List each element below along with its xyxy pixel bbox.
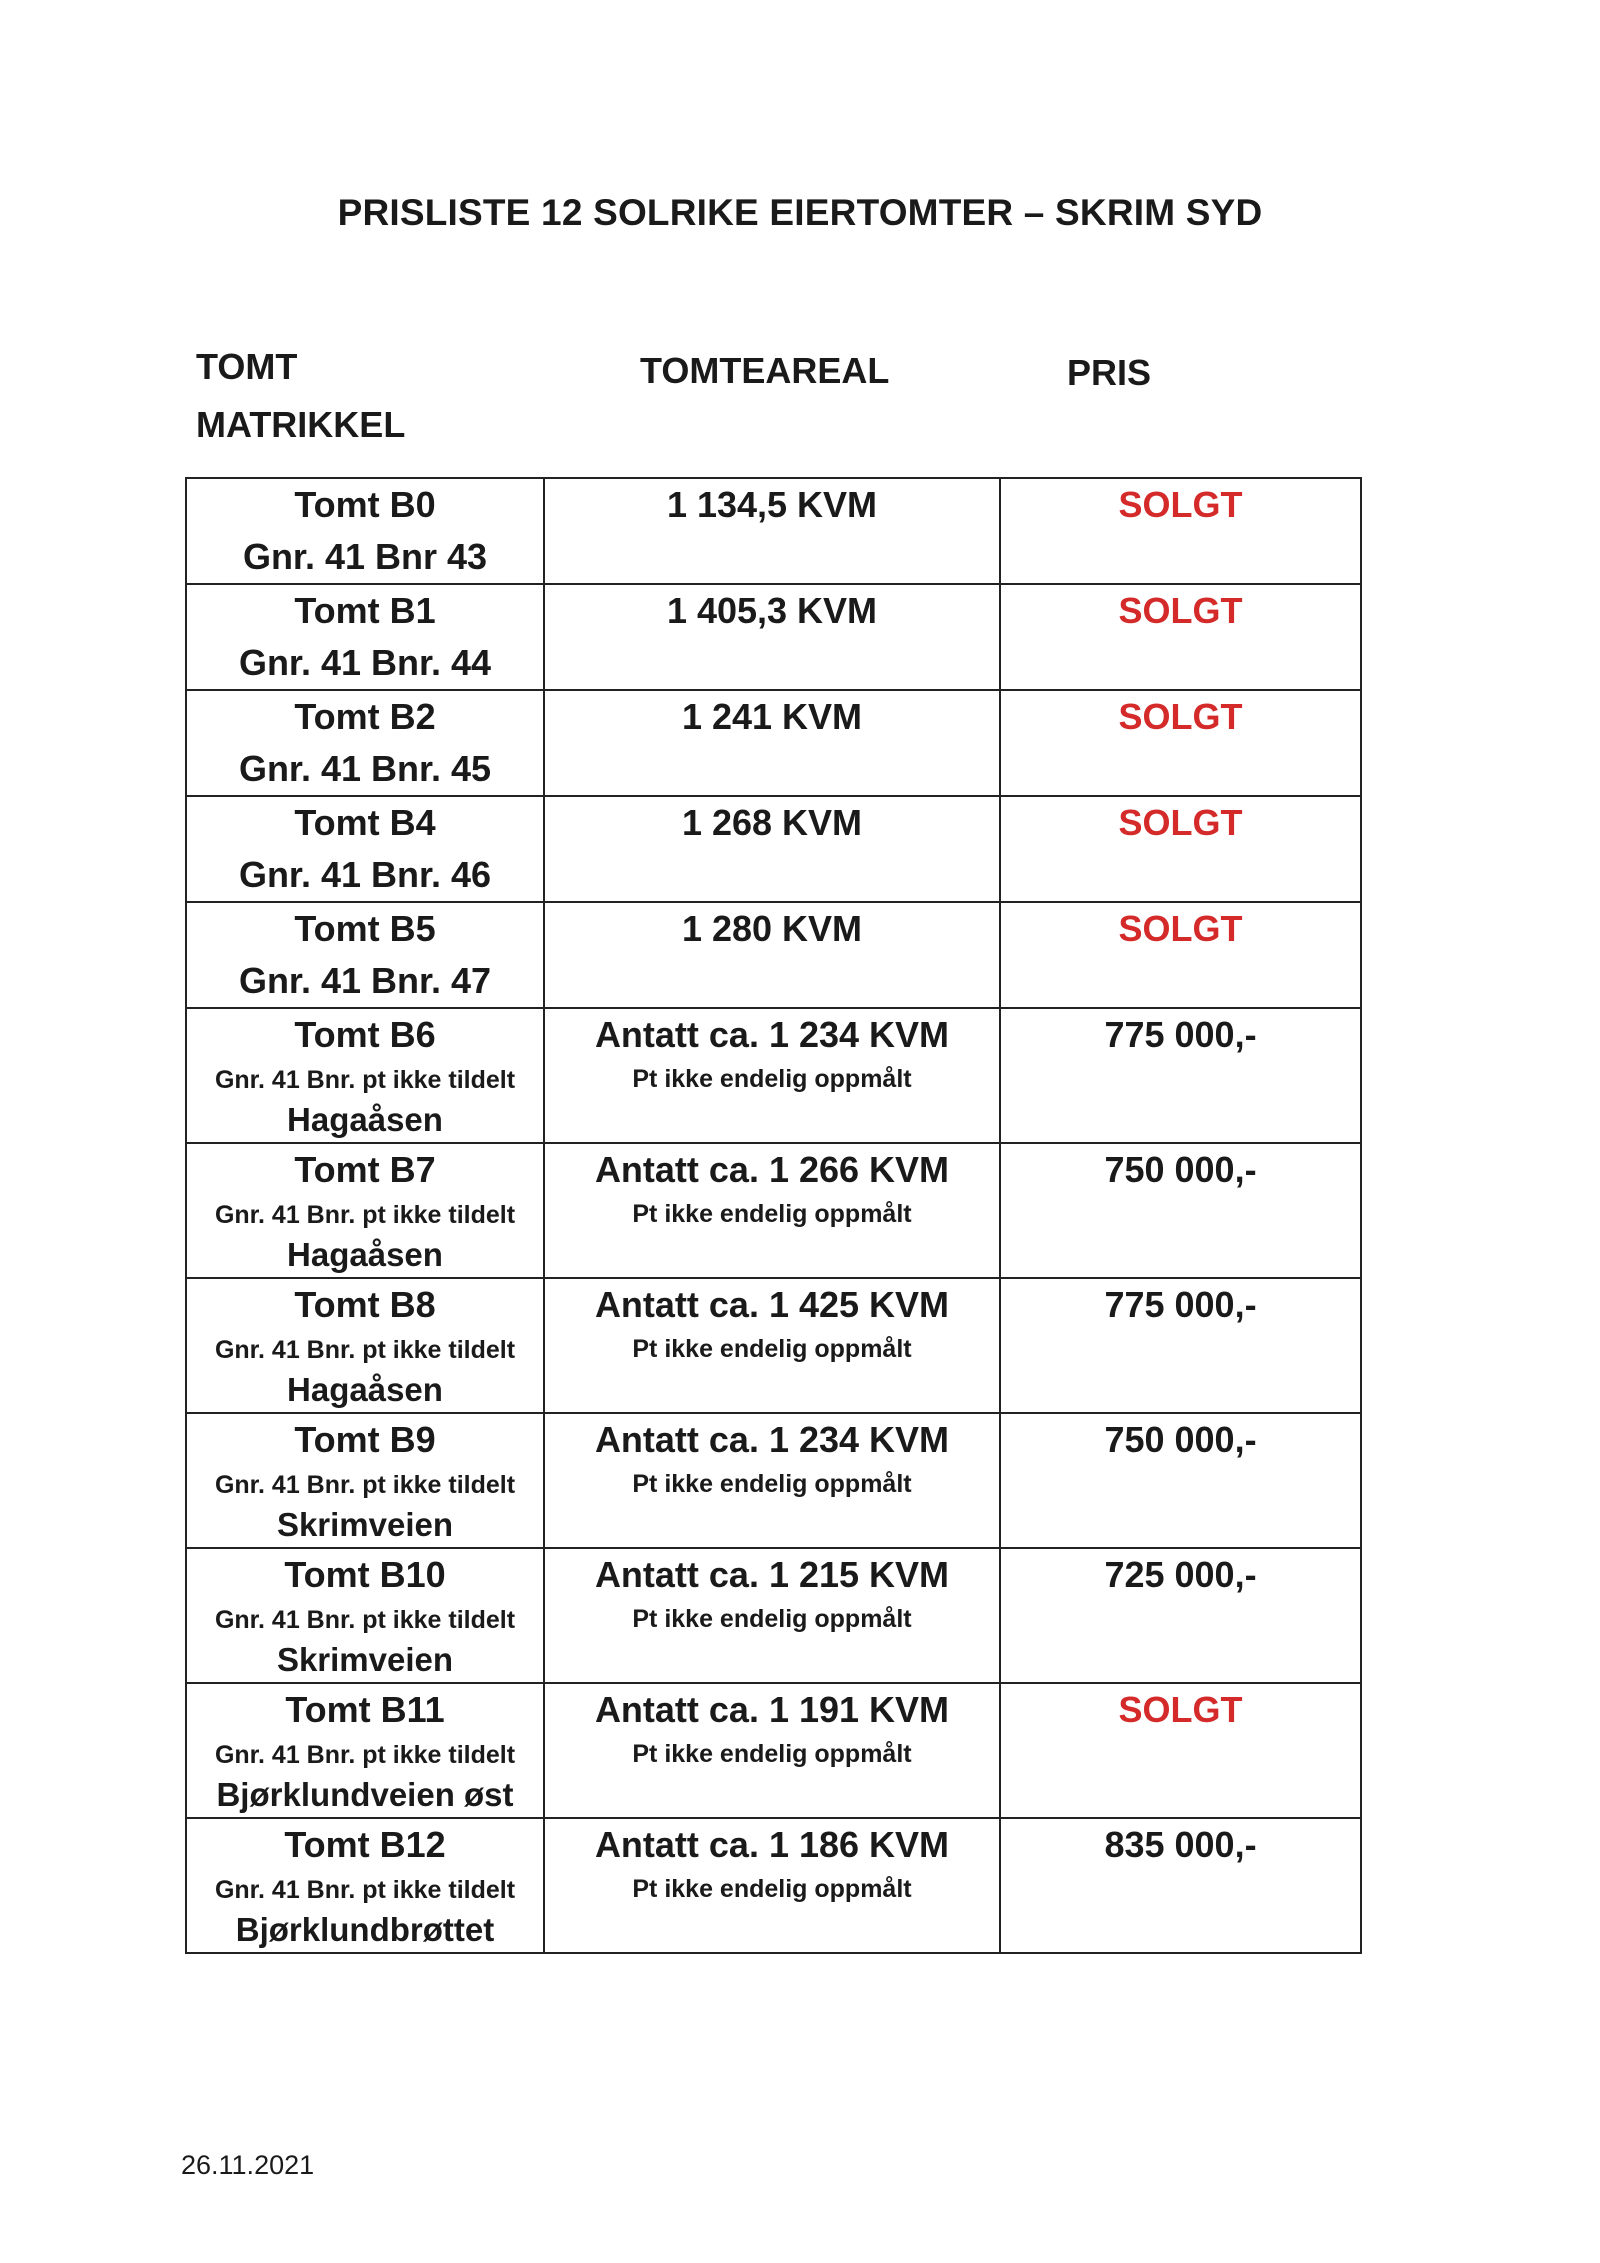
table-row (186, 1008, 1361, 1143)
price-cell (1000, 584, 1361, 690)
table-row (186, 690, 1361, 796)
price-cell (1000, 1278, 1361, 1413)
lot-area: Antatt ca. 1 234 KVM (594, 1419, 950, 1460)
area-cell (544, 478, 1000, 584)
area-cell (544, 1008, 1000, 1143)
area-cell (544, 1278, 1000, 1413)
price-cell (1000, 690, 1361, 796)
lot-area: 1 405,3 KVM (666, 590, 878, 631)
header-lot-line1: TOMT (196, 346, 298, 387)
lot-cell (186, 1008, 544, 1143)
lot-price: 750 000,- (1104, 1149, 1257, 1190)
lot-name: Tomt B9 (294, 1419, 436, 1460)
lot-location: Skrimveien (276, 1641, 454, 1678)
document-date: 26.11.2021 (181, 2150, 315, 2180)
lot-name: Tomt B12 (284, 1824, 446, 1865)
table-row (186, 1683, 1361, 1818)
lot-price: 835 000,- (1104, 1824, 1257, 1865)
lot-cadastre: Gnr. 41 Bnr 43 (242, 536, 488, 577)
table-row (186, 1413, 1361, 1548)
table-row (186, 1278, 1361, 1413)
sold-label: SOLGT (1118, 484, 1243, 525)
lot-price: 750 000,- (1104, 1419, 1257, 1460)
sold-label: SOLGT (1118, 590, 1243, 631)
lot-cell (186, 1413, 544, 1548)
area-cell (544, 796, 1000, 902)
lot-area: 1 241 KVM (681, 696, 863, 737)
lot-cell (186, 1278, 544, 1413)
price-cell (1000, 902, 1361, 1008)
area-cell (544, 584, 1000, 690)
lot-cell (186, 1143, 544, 1278)
lot-price: 775 000,- (1104, 1014, 1257, 1055)
price-cell (1000, 796, 1361, 902)
lot-cadastre: Gnr. 41 Bnr. pt ikke tildelt (214, 1201, 516, 1229)
lot-area-note: Pt ikke endelig oppmålt (632, 1605, 912, 1633)
area-cell (544, 1818, 1000, 1953)
lot-area: Antatt ca. 1 191 KVM (594, 1689, 950, 1730)
lot-cadastre: Gnr. 41 Bnr. pt ikke tildelt (214, 1606, 516, 1634)
lot-name: Tomt B11 (285, 1689, 445, 1730)
price-table (185, 477, 1362, 1954)
price-cell (1000, 1413, 1361, 1548)
table-row (186, 902, 1361, 1008)
area-cell (544, 1548, 1000, 1683)
page-title: PRISLISTE 12 SOLRIKE EIERTOMTER – SKRIM SYD (337, 192, 1263, 233)
sold-label: SOLGT (1118, 696, 1243, 737)
area-cell (544, 1683, 1000, 1818)
price-cell (1000, 1818, 1361, 1953)
table-row (186, 584, 1361, 690)
lot-name: Tomt B0 (294, 484, 436, 525)
price-cell (1000, 1548, 1361, 1683)
lot-cadastre: Gnr. 41 Bnr. pt ikke tildelt (214, 1066, 516, 1094)
lot-cell (186, 902, 544, 1008)
lot-cadastre: Gnr. 41 Bnr. 46 (238, 854, 492, 895)
lot-area: Antatt ca. 1 266 KVM (594, 1149, 950, 1190)
lot-area: Antatt ca. 1 186 KVM (594, 1824, 950, 1865)
lot-cell (186, 796, 544, 902)
lot-area-note: Pt ikke endelig oppmålt (632, 1065, 912, 1093)
lot-cell (186, 1818, 544, 1953)
lot-location: Hagaåsen (287, 1236, 443, 1273)
price-cell (1000, 1143, 1361, 1278)
lot-area-note: Pt ikke endelig oppmålt (632, 1470, 912, 1498)
header-price: PRIS (1067, 352, 1152, 393)
sold-label: SOLGT (1118, 908, 1243, 949)
lot-name: Tomt B1 (294, 590, 436, 631)
sold-label: SOLGT (1118, 1689, 1243, 1730)
lot-area-note: Pt ikke endelig oppmålt (632, 1335, 912, 1363)
table-row (186, 796, 1361, 902)
sold-label: SOLGT (1118, 802, 1243, 843)
area-cell (544, 1413, 1000, 1548)
lot-location: Skrimveien (276, 1506, 454, 1543)
table-row (186, 478, 1361, 584)
lot-location: Bjørklundveien øst (216, 1776, 514, 1813)
lot-name: Tomt B5 (294, 908, 436, 949)
table-row (186, 1143, 1361, 1278)
lot-cadastre: Gnr. 41 Bnr. 44 (238, 642, 492, 683)
lot-name: Tomt B4 (294, 802, 436, 843)
lot-cell (186, 690, 544, 796)
lot-name: Tomt B6 (294, 1014, 436, 1055)
lot-cadastre: Gnr. 41 Bnr. 47 (238, 960, 492, 1001)
lot-area: 1 268 KVM (681, 802, 863, 843)
lot-name: Tomt B8 (294, 1284, 436, 1325)
price-table-body (186, 478, 1361, 1953)
lot-area: Antatt ca. 1 215 KVM (594, 1554, 950, 1595)
lot-area-note: Pt ikke endelig oppmålt (632, 1740, 912, 1768)
lot-price: 775 000,- (1104, 1284, 1257, 1325)
table-row (186, 1818, 1361, 1953)
header-lot (196, 338, 405, 454)
area-cell (544, 690, 1000, 796)
lot-location: Hagaåsen (287, 1371, 443, 1408)
lot-area: Antatt ca. 1 425 KVM (594, 1284, 950, 1325)
lot-price: 725 000,- (1104, 1554, 1257, 1595)
header-area: TOMTEAREAL (640, 350, 890, 391)
lot-area-note: Pt ikke endelig oppmålt (632, 1200, 912, 1228)
lot-location: Bjørklundbrøttet (235, 1911, 495, 1948)
lot-area-note: Pt ikke endelig oppmålt (632, 1875, 912, 1903)
table-row (186, 1548, 1361, 1683)
price-cell (1000, 478, 1361, 584)
lot-cell (186, 584, 544, 690)
area-cell (544, 1143, 1000, 1278)
lot-cadastre: Gnr. 41 Bnr. pt ikke tildelt (214, 1876, 516, 1904)
lot-cadastre: Gnr. 41 Bnr. pt ikke tildelt (214, 1336, 516, 1364)
price-cell (1000, 1683, 1361, 1818)
lot-cell (186, 478, 544, 584)
lot-area: 1 280 KVM (681, 908, 863, 949)
area-cell (544, 902, 1000, 1008)
lot-cell (186, 1683, 544, 1818)
lot-cadastre: Gnr. 41 Bnr. pt ikke tildelt (214, 1741, 516, 1769)
lot-area: 1 134,5 KVM (666, 484, 878, 525)
lot-name: Tomt B2 (294, 696, 436, 737)
lot-area: Antatt ca. 1 234 KVM (594, 1014, 950, 1055)
header-lot-line2: MATRIKKEL (196, 404, 406, 445)
lot-location: Hagaåsen (287, 1101, 443, 1138)
lot-name: Tomt B7 (294, 1149, 436, 1190)
lot-cell (186, 1548, 544, 1683)
lot-cadastre: Gnr. 41 Bnr. pt ikke tildelt (214, 1471, 516, 1499)
lot-name: Tomt B10 (284, 1554, 446, 1595)
price-cell (1000, 1008, 1361, 1143)
lot-cadastre: Gnr. 41 Bnr. 45 (238, 748, 492, 789)
